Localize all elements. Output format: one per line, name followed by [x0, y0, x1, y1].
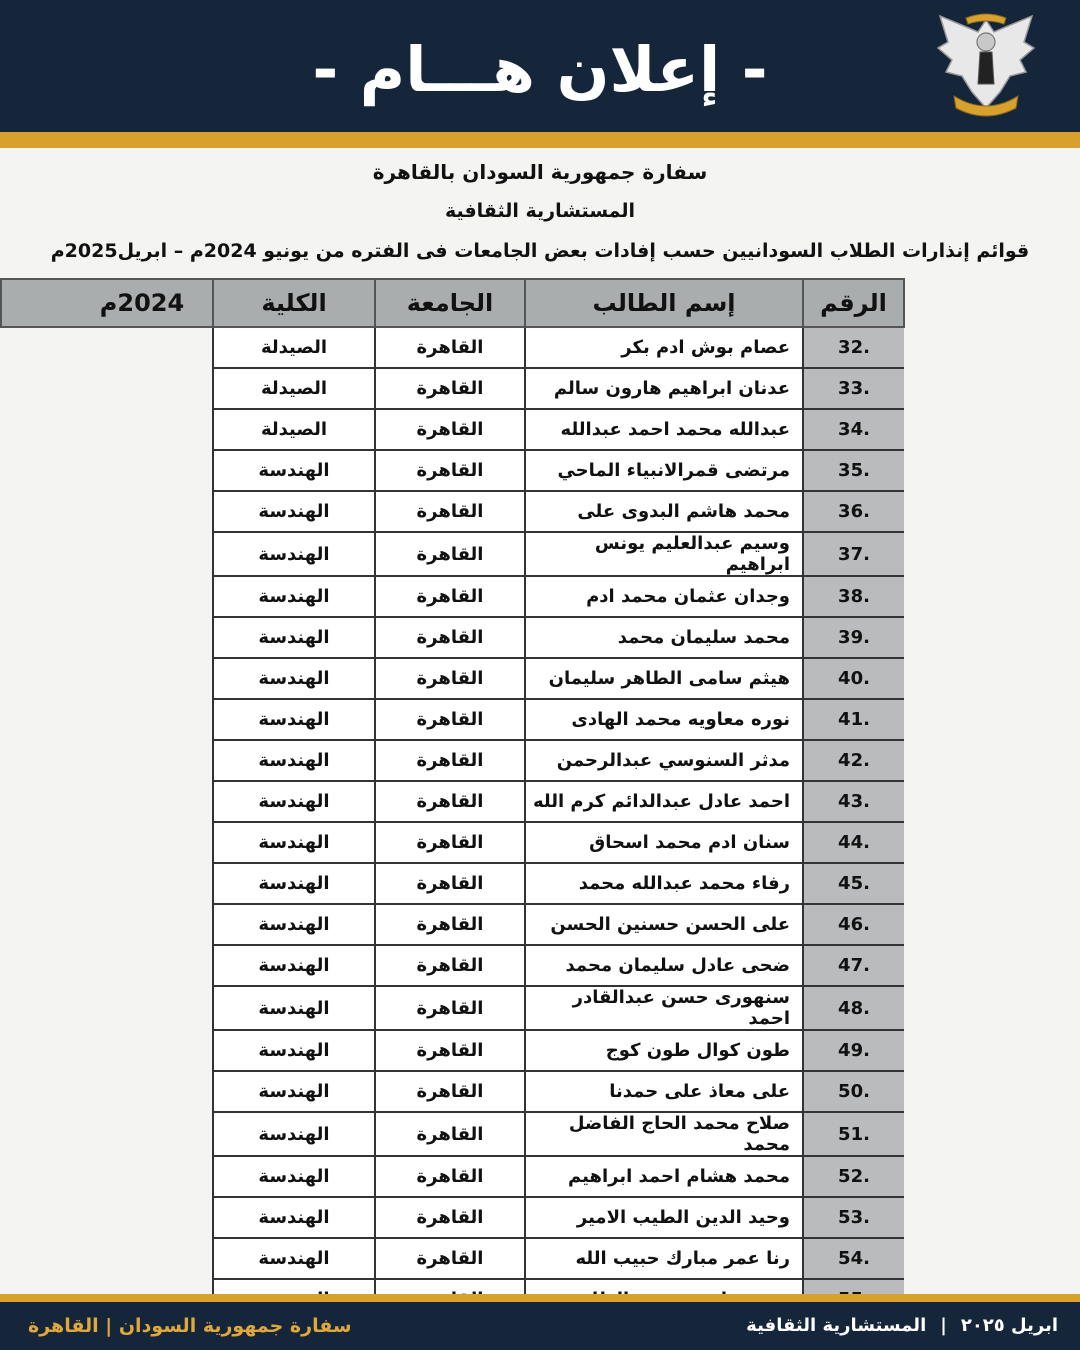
row-number: .48: [803, 986, 904, 1030]
row-student-name: نوره معاويه محمد الهادى: [525, 699, 803, 740]
row-number: .33: [803, 368, 904, 409]
row-number: .40: [803, 658, 904, 699]
table-header-row: [1, 279, 904, 327]
row-blank-margin: [1, 491, 213, 532]
table-row: [1, 617, 904, 658]
row-blank-margin: [1, 1156, 213, 1197]
row-faculty: الهندسة: [213, 986, 375, 1030]
row-university: القاهرة: [375, 327, 525, 368]
table-row: [1, 368, 904, 409]
header-faculty: الكلية: [213, 279, 375, 327]
table-row: [1, 740, 904, 781]
row-blank-margin: [1, 699, 213, 740]
row-number: .34: [803, 409, 904, 450]
row-blank-margin: [1, 986, 213, 1030]
row-number: .35: [803, 450, 904, 491]
table-row: [1, 1197, 904, 1238]
row-university: القاهرة: [375, 1071, 525, 1112]
row-faculty: الهندسة: [213, 576, 375, 617]
row-student-name: ضحى عادل سليمان محمد: [525, 945, 803, 986]
table-row: [1, 491, 904, 532]
row-student-name: عدنان ابراهيم هارون سالم: [525, 368, 803, 409]
row-blank-margin: [1, 617, 213, 658]
row-university: القاهرة: [375, 368, 525, 409]
row-number: .50: [803, 1071, 904, 1112]
row-faculty: الهندسة: [213, 1156, 375, 1197]
row-student-name: محمد هاشم البدوى على: [525, 491, 803, 532]
row-blank-margin: [1, 409, 213, 450]
row-student-name: وجدان عثمان محمد ادم: [525, 576, 803, 617]
footer-gold-stripe: [0, 1294, 1080, 1302]
row-number: .45: [803, 863, 904, 904]
row-faculty: الهندسة: [213, 1197, 375, 1238]
row-number: .43: [803, 781, 904, 822]
table-row: [1, 576, 904, 617]
row-student-name: على الحسن حسنين الحسن: [525, 904, 803, 945]
row-number: .39: [803, 617, 904, 658]
row-university: القاهرة: [375, 658, 525, 699]
row-student-name: رفاء محمد عبدالله محمد: [525, 863, 803, 904]
row-university: القاهرة: [375, 699, 525, 740]
row-university: القاهرة: [375, 491, 525, 532]
row-student-name: احمد عادل عبدالدائم كرم الله: [525, 781, 803, 822]
list-title: قوائم إنذارات الطلاب السودانيين حسب إفادات بعض الجامعات فى الفتره من يونيو 2024م – ابريل2025م: [50, 240, 1030, 262]
table-row: [1, 863, 904, 904]
row-student-name: على معاذ على حمدنا: [525, 1071, 803, 1112]
row-student-name: رنا عمر مبارك حبيب الله: [525, 1238, 803, 1279]
row-blank-margin: [1, 945, 213, 986]
row-university: القاهرة: [375, 1112, 525, 1156]
row-number: .37: [803, 532, 904, 576]
table-row: [1, 1030, 904, 1071]
row-student-name: وحيد الدين الطيب الامير: [525, 1197, 803, 1238]
row-student-name: مرتضى قمرالانبياء الماحي: [525, 450, 803, 491]
row-university: القاهرة: [375, 532, 525, 576]
row-faculty: الصيدلة: [213, 409, 375, 450]
row-faculty: الهندسة: [213, 904, 375, 945]
row-university: القاهرة: [375, 1030, 525, 1071]
footer-department: المستشارية الثقافية: [746, 1315, 927, 1336]
table-row: [1, 327, 904, 368]
row-student-name: محمد هشام احمد ابراهيم: [525, 1156, 803, 1197]
row-student-name: طون كوال طون كوج: [525, 1030, 803, 1071]
row-university: القاهرة: [375, 617, 525, 658]
scanned-document: [0, 148, 1080, 1294]
row-university: القاهرة: [375, 450, 525, 491]
row-faculty: الهندسة: [213, 863, 375, 904]
table-row: [1, 986, 904, 1030]
row-faculty: الهندسة: [213, 1238, 375, 1279]
row-blank-margin: [1, 1112, 213, 1156]
row-university: القاهرة: [375, 863, 525, 904]
table-row: [1, 450, 904, 491]
row-student-name: سنان ادم محمد اسحاق: [525, 822, 803, 863]
row-number: .44: [803, 822, 904, 863]
row-faculty: الصيدلة: [213, 368, 375, 409]
row-student-name: عصام بوش ادم بكر: [525, 327, 803, 368]
row-student-name: عبدالله محمد احمد عبدالله: [525, 409, 803, 450]
row-blank-margin: [1, 740, 213, 781]
table-row: [1, 945, 904, 986]
row-faculty: الهندسة: [213, 699, 375, 740]
row-university: القاهرة: [375, 576, 525, 617]
header-bar: [0, 0, 1080, 132]
row-faculty: الهندسة: [213, 822, 375, 863]
row-student-name: محمد سليمان محمد: [525, 617, 803, 658]
row-number: .54: [803, 1238, 904, 1279]
footer-separator: |: [940, 1315, 947, 1336]
row-faculty: الصيدلة: [213, 327, 375, 368]
row-blank-margin: [1, 1030, 213, 1071]
table-row: [1, 1156, 904, 1197]
row-faculty: الهندسة: [213, 1112, 375, 1156]
row-faculty: الهندسة: [213, 1030, 375, 1071]
header-university: الجامعة: [375, 279, 525, 327]
announcement-title: - إعلان هـــام -: [312, 33, 768, 106]
row-faculty: الهندسة: [213, 532, 375, 576]
footer-bar: [0, 1302, 1080, 1350]
row-number: .38: [803, 576, 904, 617]
students-table: [0, 278, 905, 1321]
row-number: .49: [803, 1030, 904, 1071]
table-row: [1, 1112, 904, 1156]
row-blank-margin: [1, 822, 213, 863]
row-university: القاهرة: [375, 740, 525, 781]
table-row: [1, 532, 904, 576]
row-university: القاهرة: [375, 904, 525, 945]
row-blank-margin: [1, 1238, 213, 1279]
row-university: القاهرة: [375, 1197, 525, 1238]
row-blank-margin: [1, 904, 213, 945]
row-university: القاهرة: [375, 945, 525, 986]
row-faculty: الهندسة: [213, 1071, 375, 1112]
row-blank-margin: [1, 327, 213, 368]
table-row: [1, 409, 904, 450]
row-university: القاهرة: [375, 822, 525, 863]
row-number: .42: [803, 740, 904, 781]
department-name: المستشارية الثقافية: [444, 200, 636, 222]
table-row: [1, 904, 904, 945]
row-faculty: الهندسة: [213, 781, 375, 822]
row-blank-margin: [1, 450, 213, 491]
sudan-emblem-icon: [936, 12, 1036, 122]
row-university: القاهرة: [375, 1238, 525, 1279]
row-student-name: سنهورى حسن عبدالقادر احمد: [525, 986, 803, 1030]
row-blank-margin: [1, 658, 213, 699]
row-blank-margin: [1, 576, 213, 617]
row-faculty: الهندسة: [213, 617, 375, 658]
table-row: [1, 822, 904, 863]
row-number: .53: [803, 1197, 904, 1238]
row-student-name: صلاح محمد الحاج الفاضل محمد: [525, 1112, 803, 1156]
header-student-name: إسم الطالب: [525, 279, 803, 327]
row-number: .36: [803, 491, 904, 532]
row-university: القاهرة: [375, 409, 525, 450]
header-number: الرقم: [803, 279, 904, 327]
footer-embassy: سفارة جمهورية السودان | القاهرة: [28, 1315, 352, 1337]
row-blank-margin: [1, 1071, 213, 1112]
row-university: القاهرة: [375, 1156, 525, 1197]
row-faculty: الهندسة: [213, 740, 375, 781]
row-student-name: هيثم سامى الطاهر سليمان: [525, 658, 803, 699]
row-university: القاهرة: [375, 781, 525, 822]
header-year: 2024م: [1, 279, 213, 327]
row-faculty: الهندسة: [213, 491, 375, 532]
row-faculty: الهندسة: [213, 945, 375, 986]
row-number: .41: [803, 699, 904, 740]
table-row: [1, 1238, 904, 1279]
row-number: .51: [803, 1112, 904, 1156]
row-number: .32: [803, 327, 904, 368]
row-blank-margin: [1, 368, 213, 409]
row-faculty: الهندسة: [213, 658, 375, 699]
header-gold-stripe: [0, 132, 1080, 148]
row-number: .47: [803, 945, 904, 986]
row-number: .46: [803, 904, 904, 945]
row-blank-margin: [1, 863, 213, 904]
row-number: .52: [803, 1156, 904, 1197]
table-row: [1, 1071, 904, 1112]
footer-date: ابريل ٢٠٢٥: [960, 1315, 1058, 1336]
row-blank-margin: [1, 781, 213, 822]
table-row: [1, 658, 904, 699]
table-row: [1, 699, 904, 740]
row-student-name: مدثر السنوسي عبدالرحمن: [525, 740, 803, 781]
row-blank-margin: [1, 532, 213, 576]
row-student-name: وسيم عبدالعليم يونس ابراهيم: [525, 532, 803, 576]
embassy-name: سفارة جمهورية السودان بالقاهرة: [372, 160, 708, 184]
row-university: القاهرة: [375, 986, 525, 1030]
footer-info: [746, 1302, 1058, 1350]
row-faculty: الهندسة: [213, 450, 375, 491]
row-blank-margin: [1, 1197, 213, 1238]
table-row: [1, 781, 904, 822]
